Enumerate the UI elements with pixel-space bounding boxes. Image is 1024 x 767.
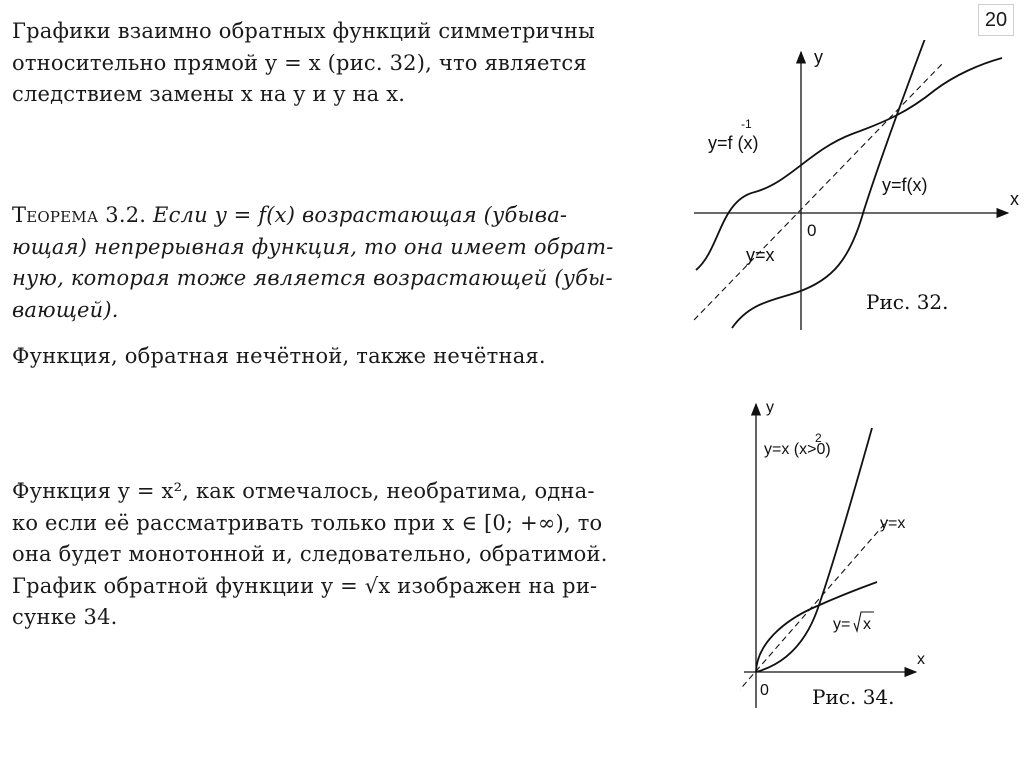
figure-32-caption: Рис. 32. (866, 290, 949, 314)
theorem-text: Если y = f(x) возрастающая (убыва- (146, 203, 568, 227)
y-axis-label: y (814, 47, 823, 67)
paragraph-square-function (12, 476, 652, 634)
function-label: y=f(x) (882, 175, 928, 195)
text-line: относительно прямой y = x (рис. 32), что является (12, 50, 587, 75)
theorem-label: Теорема 3.2. (12, 203, 147, 227)
text-line: вающей). (12, 297, 119, 322)
text-line: ющая) непрерывная функция, то она имеет обрат- (12, 234, 614, 259)
figure-34 (740, 398, 940, 718)
text-line (12, 200, 652, 232)
text-line: Графики взаимно обратных функций симметричны (12, 19, 596, 43)
sqrt-function-label-prefix: y= (833, 616, 851, 633)
figure-34-caption: Рис. 34. (812, 685, 895, 709)
text-line: она будет монотонной и, следовательно, обратимой. (12, 542, 608, 566)
inverse-function-label: y=f (x) (708, 133, 759, 153)
text-line: ную, которая тоже является возрастающей (убы- (12, 266, 613, 290)
x-axis-label: x (1010, 189, 1019, 209)
slide-number: 20 (978, 4, 1014, 36)
text-line: сунке 34. (12, 605, 118, 629)
diagonal-label: y=x (880, 515, 906, 532)
x-axis-label: x (917, 651, 925, 668)
square-superscript: 2 (815, 431, 822, 445)
square-function-label: y=x (x>0) (764, 441, 831, 458)
figure-32-svg (680, 40, 1024, 340)
text-line: Функция y = x², как отмечалось, необратима, одна- (12, 479, 595, 503)
paragraph-odd-function (12, 341, 652, 373)
text-line: Функция, обратная нечётной, также нечётная. (12, 344, 546, 368)
diagonal-label: y=x (746, 245, 775, 265)
inverse-superscript: -1 (741, 117, 752, 131)
figure-34-svg (740, 398, 940, 718)
sqrt-function-label-arg: x (863, 616, 871, 633)
figure-32 (680, 40, 1024, 340)
text-line: График обратной функции y = √x изображен на ри- (12, 573, 598, 598)
text-line: следствием замены x на y и y на x. (12, 82, 406, 106)
text-line: ко если её рассматривать только при x ∈ [0; +∞), то (12, 510, 603, 535)
origin-label: 0 (807, 221, 817, 240)
y-axis-label: y (766, 399, 774, 416)
sqrt-curve (756, 582, 877, 672)
inverse-function-curve (696, 58, 1002, 270)
theorem-block (12, 200, 652, 326)
paragraph-symmetry (12, 16, 652, 111)
origin-label: 0 (760, 682, 769, 699)
